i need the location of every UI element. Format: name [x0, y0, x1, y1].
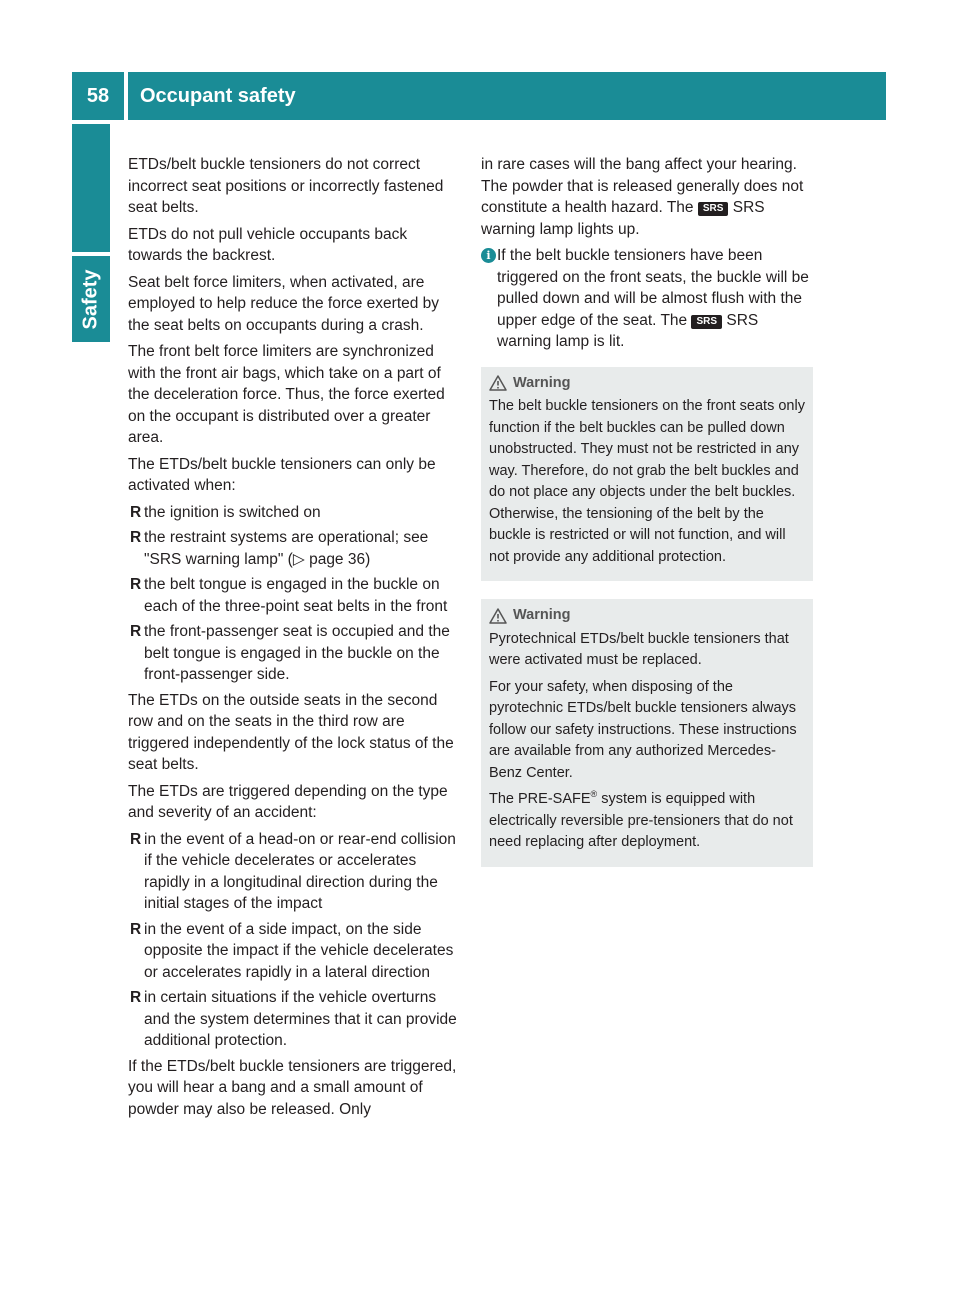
warning-box [481, 367, 813, 582]
srs-warning-lamp-icon: SRS [698, 202, 729, 216]
page-reference-arrow-icon: ▷ [292, 550, 305, 568]
list-item: R in certain situations if the vehicle overturns and the system determines that it can provide additional protection. [130, 989, 457, 1049]
sidebar-tab-block [72, 124, 110, 252]
list-item: R in the event of a side impact, on the side opposite the impact if the vehicle decelerates or accelerates rapidly in a lateral direction [130, 920, 454, 981]
srs-warning-lamp-icon: SRS [691, 315, 722, 329]
section-name: Safety [79, 268, 102, 330]
list-item: R the ignition is switched on [128, 502, 460, 524]
left-column [128, 154, 460, 1125]
bullet-icon: R [130, 920, 142, 938]
paragraph: in rare cases will the bang affect your hearing. The powder that is released generally does not constitute a health hazard. The SRS SRS warning lamp lights up. [481, 156, 804, 238]
paragraph: The ETDs are triggered depending on the type and severity of an accident: [128, 782, 448, 821]
list-item: R the front-passenger seat is occupied and the belt tongue is engaged in the buckle on the front-passenger side. [130, 623, 450, 683]
paragraph: The ETDs on the outside seats in the second row and on the seats in the third row are triggered independently of the lock status of the seat belts. [128, 691, 454, 773]
sidebar-section-label [72, 256, 110, 342]
warning-text: The PRE-SAFE® system is equipped with electrically reversible pre-tensioners that do not need replacing after deployment. [489, 789, 793, 850]
warning-box [481, 599, 813, 867]
bullet-icon: R [130, 503, 142, 521]
warning-triangle-icon [489, 375, 507, 391]
warning-title: Warning [489, 605, 805, 627]
bullet-icon: R [130, 989, 142, 1006]
bullet-icon: R [130, 576, 142, 593]
list-item: R the belt tongue is engaged in the buckle on each of the three-point seat belts in the front [130, 576, 448, 615]
paragraph: If the ETDs/belt buckle tensioners are triggered, you will hear a bang and a small amount of powder may also be released. Only [128, 1057, 457, 1118]
bullet-icon: R [130, 623, 142, 640]
list-item: R the restraint systems are operational; see "SRS warning lamp" (▷ page 36) [130, 529, 429, 568]
page-number: 58 [72, 72, 124, 120]
warning-text: Pyrotechnical ETDs/belt buckle tensioners that were activated must be replaced. [489, 630, 789, 668]
bullet-icon: R [130, 529, 142, 546]
paragraph: The ETDs/belt buckle tensioners can only be activated when: [128, 455, 436, 494]
paragraph: The front belt force limiters are synchronized with the front air bags, which take on a part of the deceleration force. Thus, the force exerted on the occupant is distributed over a greater area. [128, 343, 445, 446]
paragraph: ETDs do not pull vehicle occupants back towards the backrest. [128, 225, 408, 264]
bullet-icon: R [130, 830, 142, 848]
paragraph: ETDs/belt buckle tensioners do not correct incorrect seat positions or incorrectly fastened seat belts. [128, 156, 444, 216]
warning-triangle-icon [489, 608, 507, 624]
page-reference-link[interactable]: page 36) [304, 550, 371, 568]
activation-conditions-list [128, 502, 460, 686]
registered-mark: ® [590, 789, 598, 800]
warning-text: The belt buckle tensioners on the front seats only function if the belt buckles can be pulled down unobstructed. They must not be restricted in any way. Therefore, do not grab the belt buckles and do not place any objects under the belt buckles. Otherwise, the tensioning of the belt by the buckle is restricted or will not function, and will not provide any additional protection. [489, 398, 805, 565]
warning-text: For your safety, when disposing of the pyrotechnic ETDs/belt buckle tensioners always follow our safety instructions. These instructions are available from any authorized Mercedes-Benz Center. [489, 678, 797, 781]
warning-title: Warning [489, 373, 805, 395]
page-title: Occupant safety [128, 72, 886, 120]
info-note: i If the belt buckle tensioners have been triggered on the front seats, the buckle will be pulled down and will be almost flush with the upper edge of the seat. The SRS SRS warning lamp is lit. [481, 245, 813, 353]
trigger-conditions-list [128, 829, 460, 1052]
paragraph: Seat belt force limiters, when activated, are employed to help reduce the force exerted by the seat belts on occupants during a crash. [128, 273, 440, 334]
right-column [481, 154, 813, 885]
info-icon: i [481, 248, 496, 263]
list-item: R in the event of a head-on or rear-end collision if the vehicle decelerates or accelerates rapidly in a longitudinal direction during the initial stages of the impact [130, 830, 456, 912]
